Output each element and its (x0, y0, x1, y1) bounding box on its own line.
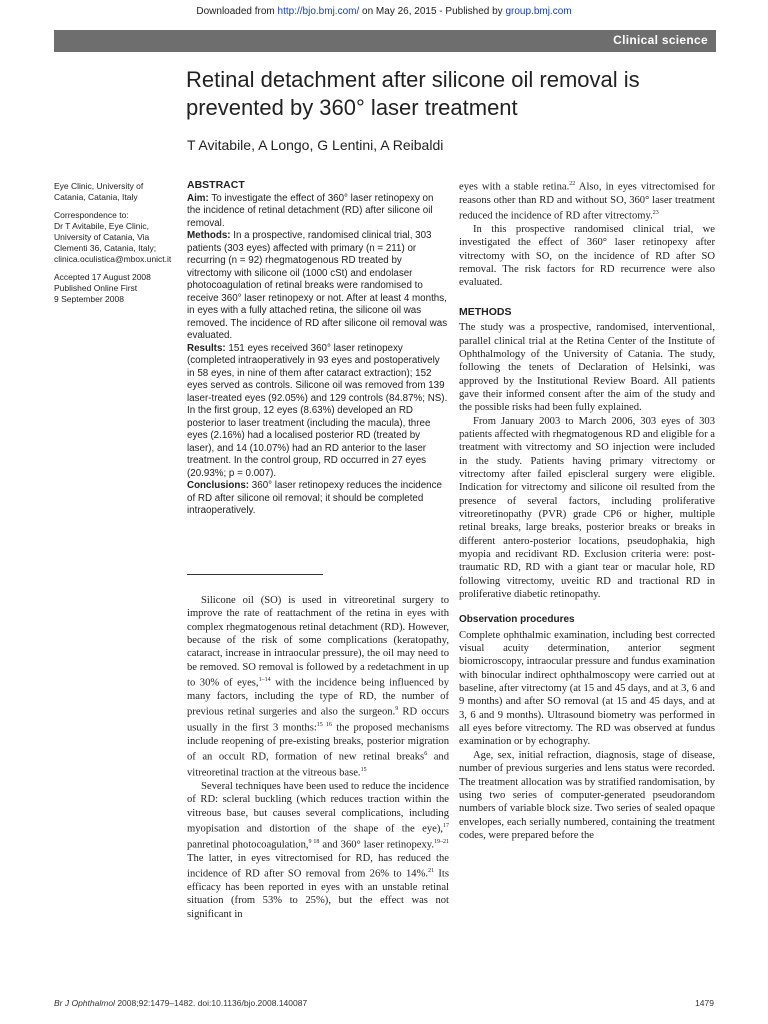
ref: 17 (443, 823, 449, 830)
intro-p2-d: The latter, in eyes vitrectomised for RD, has reduced the incidence of RD after SO removal from 26% to 14%. (187, 852, 449, 880)
ref: 6 (424, 751, 428, 758)
abstract-heading: ABSTRACT (187, 179, 245, 191)
footer-citation (54, 998, 307, 1008)
results-text: 151 eyes received 360° laser retinopexy (completed intraoperatively in 93 eyes and postoperatively in 58 eyes, in nine of them after cataract extraction); 152 eyes served as controls. Silicone oil was removed from 139 laser-treated eyes (92.05%) and 129 controls (84.87%; NS). In the first group, 12 eyes (8.63%) developed an RD posterior to laser treatment (including the macula), three eyes (2.16%) had a localised posterior RD (treated by laser), and 14 (10.07%) had an RD anterior to the laser treatment. In the control group, RD occurred in 27 eyes (20.93%; p = 0.007). (187, 342, 448, 479)
ref: 15 16 (316, 722, 332, 729)
abstract-divider (187, 574, 323, 575)
intro-p3-a: eyes with a stable retina. (459, 181, 570, 193)
methods-paragraph-1: The study was a prospective, randomised, interventional, parallel clinical trial at the Retina Center of the Institute of Ophthalmology of the University of Catania. The study, following the tenets of Declaration of Helsinki, was approved by the Institutional Review Board. All patients gave their informed consent after the aim of the study and the possible risks had been fully explained. (459, 322, 715, 414)
article-sidebar (54, 181, 172, 312)
ref: 22 (569, 181, 576, 187)
published-label: Published Online First (54, 283, 138, 293)
intro-p3-b: Also, in eyes vitrectomised for reasons other than RD and without SO, 360° laser treatment reduced the incidence of RD after vitrectomy. (459, 181, 715, 222)
intro-p2-b: panretinal photocoagulation, (187, 839, 309, 851)
journal-name: Br J Ophthalmol (54, 998, 115, 1008)
methods-text: In a prospective, randomised clinical trial, 303 patients (303 eyes) affected with primary (n = 211) or recurring (n = 92) rhegmatogenous RD treated by vitrectomy with silicone oil (1000 cSt) and endolaser photocoagulation of retinal breaks were randomised to receive 360° laser retinopexy or not. After at least 4 months, in eyes with a fully attached retina, the silicone oil was removed. The incidence of RD after silicone oil removal was evaluated. (187, 230, 448, 341)
correspondence (54, 210, 172, 265)
intro-p1-b: with the incidence being influenced by many factors, including the type of RD, the number of previous retinal surgeries and also the surgeon. (187, 677, 450, 718)
ref: 15 (360, 767, 367, 774)
observation-heading: Observation procedures (459, 614, 575, 626)
intro-p2-e: Its efficacy has been reported in eyes with an unstable retinal situation (from 53% to 25%), but the effect was not significant in (187, 868, 450, 920)
ref: 19–21 (434, 839, 450, 846)
accepted-date: Accepted 17 August 2008 (54, 272, 151, 282)
conclusions-label: Conclusions: (187, 480, 250, 491)
article-title: Retinal detachment after silicone oil removal is prevented by 360° laser treatment (186, 67, 640, 120)
aim-text: To investigate the effect of 360° laser retinopexy on the incidence of retinal detachment (RD) after silicone oil removal. (187, 192, 434, 229)
ref: 1–14 (258, 677, 271, 684)
abstract-results (187, 343, 449, 481)
abstract (187, 179, 449, 518)
section-label: Clinical science (613, 33, 708, 47)
affiliation: Eye Clinic, University of Catania, Catania, Italy (54, 181, 144, 202)
article-authors: T Avitabile, A Longo, G Lentini, A Reibaldi (187, 137, 444, 153)
right-column (459, 178, 715, 842)
section-bar (54, 30, 716, 52)
download-mid: on May 26, 2015 - Published by (362, 6, 503, 17)
download-prefix: Downloaded from (196, 6, 275, 17)
intro-p1-e: and vitreoretinal traction at the vitreous base. (187, 751, 450, 779)
abstract-conclusions (187, 480, 449, 518)
methods-paragraph-4: Age, sex, initial refraction, diagnosis, stage of disease, number of previous surgeries and lens status were recorded. The treatment allocation was by stratified randomisation, by using two series of computer-generated pseudorandom numbers of variable block size. Two series of sealed opaque envelopes, each serially numbered, containing the treatment codes, were prepared before the (459, 749, 715, 841)
methods-label: Methods: (187, 230, 231, 241)
intro-p1-a: Silicone oil (SO) is used in vitreoretinal surgery to improve the rate of reattachment of the retina in eyes with complex rhegmatogenous retinal detachment (RD). However, because of the risk of some complications (keratopathy, cataract, increase in intraocular pressure), the oil may need to be removed. SO removal is followed by a redetachment in up to 30% of eyes, (187, 595, 449, 689)
abstract-aim (187, 193, 449, 231)
download-url-link[interactable]: http://bjo.bmj.com/ (277, 6, 360, 17)
download-notice (0, 6, 768, 17)
ref: 23 (652, 210, 659, 217)
intro-paragraph-2 (187, 780, 449, 921)
intro-p1-d: the proposed mechanisms include reopening of pre-existing breaks, posterior migration of an occult RD, formation of new retinal breaks (187, 722, 450, 763)
intro-paragraph-3 (459, 178, 715, 223)
correspondence-address: Dr T Avitabile, Eye Clinic, University of Catania, Via Clementi 36, Catania, Italy; clinica.oculistica@mbox.unict.it (54, 221, 172, 264)
ref: 21 (428, 868, 435, 875)
intro-paragraph-1 (187, 594, 449, 780)
intro-p2-a: Several techniques have been used to reduce the incidence of RD: scleral buckling (which reduces traction within the vitreous base, but causes several complications, including myopisation and distortion of the shape of the eye), (187, 781, 449, 835)
correspondence-label: Correspondence to: (54, 210, 129, 220)
intro-column (187, 594, 449, 921)
results-label: Results: (187, 342, 226, 354)
abstract-methods (187, 230, 449, 343)
intro-paragraph-4: In this prospective randomised clinical trial, we investigated the effect of 360° laser retinopexy after vitrectomy with SO, on the incidence of RD after SO removal. The risk factors for RD recurrence were also evaluated. (459, 224, 715, 289)
publisher-link[interactable]: group.bmj.com (505, 6, 572, 17)
page-number: 1479 (695, 998, 714, 1008)
methods-heading: METHODS (459, 305, 512, 318)
published-date: 9 September 2008 (54, 294, 124, 304)
intro-p2-c: and 360° laser retinopexy. (319, 839, 435, 851)
intro-p1-c: RD occurs usually in the first 3 months: (187, 706, 449, 734)
citation-details: 2008;92:1479–1482. doi:10.1136/bjo.2008.140087 (117, 998, 308, 1008)
methods-paragraph-2: From January 2003 to March 2006, 303 eyes of 303 patients affected with rhegmatogenous RD and eligible for a treatment with vitrectomy and SO injection were included in the study. Patients having primary vitrectomy or vitrectomy after failed episcleral surgery were eligible. Indication for vitrectomy and silicone oil resulted from the presence of several factors, including proliferative vitreoretinopathy (PVR) grade CP6 or higher, multiple retinal breaks, large breaks, posterior breaks or breaks in different antero-posterior locations, pseudophakia, high myopia and recidivant RD. Exclusion criteria were: post-traumatic RD, RD with a giant tear or macular hole, RD following vitrectomy, uveitic RD and tractional RD in proliferative diabetic retinopathy. (459, 415, 715, 601)
ref: 9 18 (308, 839, 320, 846)
dates (54, 272, 172, 305)
conclusions-text: 360° laser retinopexy reduces the incidence of RD after silicone oil removal; it should be completed intraoperatively. (187, 480, 442, 516)
aim-label: Aim: (187, 192, 209, 204)
methods-paragraph-3: Complete ophthalmic examination, including best corrected visual acuity determination, anterior segment biomicroscopy, intraocular pressure and fundus examination with binocular indirect ophthalmoscopy were carried out at baseline, after vitrectomy (at 15 and 45 days, and at 3, 6 and 9 months) and after SO removal (at 15 and 45 days, and at 3, 6 and 9 months). Ultrasound biometry was performed in all eyes before vitrectomy. The RD was observed at fundus examination or by echography. (459, 629, 715, 748)
ref: 9 (395, 706, 399, 713)
